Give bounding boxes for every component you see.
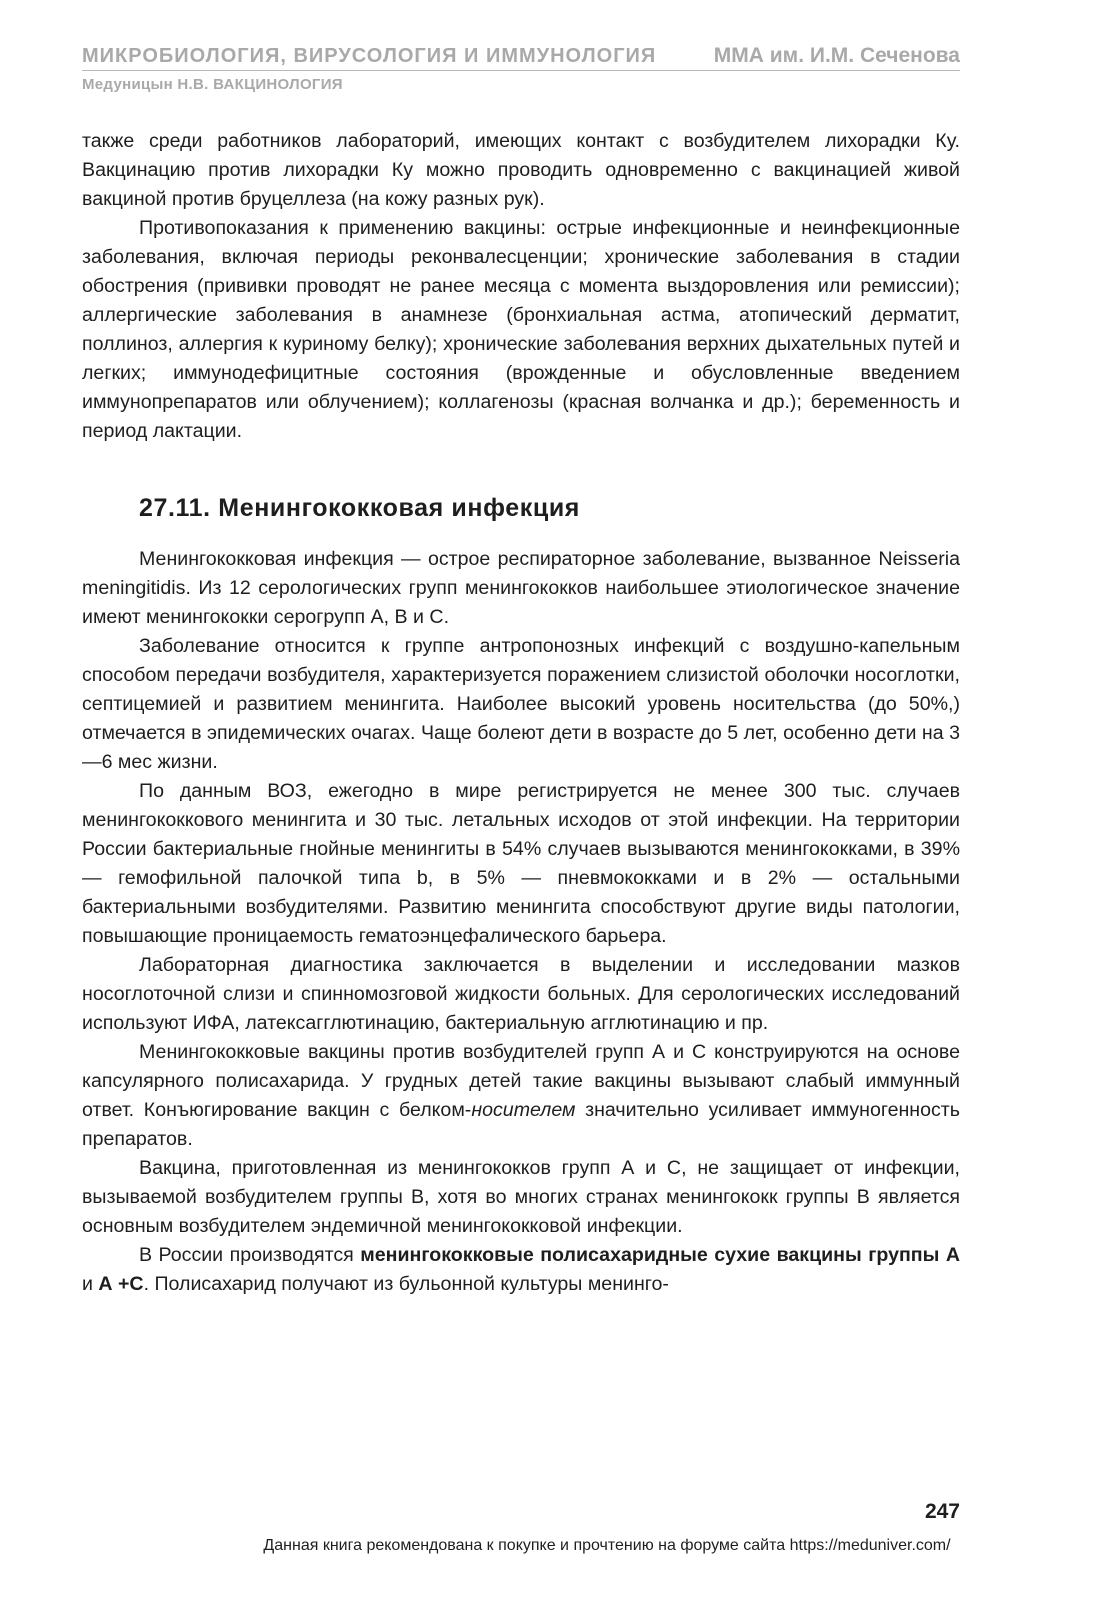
paragraph-diagnostics: Лабораторная диагностика заключается в выделении и исследовании мазков носоглоточной слизи и спинномозговой жидкости больных. Для серологических исследований используют ИФА, латексагглютинацию, бактериальную агглютинацию и пр. <box>82 954 960 1034</box>
text-segment: В России производятся <box>139 1244 361 1266</box>
paragraph-statistics: По данным ВОЗ, ежегодно в мире регистрируется не менее 300 тыс. случаев менингококкового менингита и 30 тыс. летальных исходов от этой инфекции. На территории России бактериальные гнойные менингиты в 54% случаев вызываются менингококками, в 39% — гемофильной палочкой типа b, в 5% — пневмококками и в 2% — остальными бактериальными возбудителями. Развитию менингита способствуют другие виды патологии, повышающие проницаемость гематоэнцефалического барьера. <box>82 780 960 947</box>
paragraph-continued: также среди работников лабораторий, имеющих контакт с возбудителем лихорадки Ку. Вакцинацию против лихорадки Ку можно проводить одновременно с вакцинацией живой вакциной против бруцеллеза (на кожу разных рук). <box>82 130 960 210</box>
paragraph-contraindications: Противопоказания к применению вакцины: острые инфекционные и неинфекционные заболевания, включая периоды реконвалесценции; хронические заболевания в стадии обострения (прививки проводят не ранее месяца с момента выздоровления или ремиссии); аллергические заболевания в анамнезе (бронхиальная астма, атопический дерматит, поллиноз, аллергия к куриному белку); хронические заболевания верхних дыхательных путей и легких; иммунодефицитные состояния (врожденные и обусловленные введением иммунопрепаратов или облучением); коллагенозы (красная волчанка и др.); беременность и период лактации. <box>82 217 960 442</box>
page-body <box>82 127 960 1299</box>
page-number: 247 <box>924 1500 960 1523</box>
bold-term: А +С <box>98 1273 144 1295</box>
running-head <box>82 44 960 93</box>
footer-note: Данная книга рекомендована к покупке и прочтению на форуме сайта https://meduniver.com/ <box>263 1537 951 1554</box>
paragraph-conjugate-vaccines <box>82 1038 960 1154</box>
subject-title: МИКРОБИОЛОГИЯ, ВИРУСОЛОГИЯ И ИММУНОЛОГИЯ <box>82 45 657 67</box>
paragraph-group-b: Вакцина, приготовленная из менингококков групп А и С, не защищает от инфекции, вызываемой возбудителем группы В, хотя во многих странах менингококк группы В является основным возбудителем эндемичной менингококковой инфекции. <box>82 1157 960 1237</box>
institution-title: ММА им. И.М. Сеченова <box>713 44 960 67</box>
text-segment: Менингококковые вакцины против возбудителей групп А и С конструируются на основе капсулярного полисахарида. У грудных детей такие вакцины вызывают слабый иммунный ответ. Конъюгирование вакцин с белком- <box>82 1041 960 1121</box>
paragraph-russia-vaccines <box>82 1241 960 1299</box>
section-heading: 27.11. Менингококковая инфекция <box>139 494 580 522</box>
bold-term: менингококковые полисахаридные сухие вакцины группы А <box>360 1244 960 1266</box>
running-head-top-line <box>82 44 960 71</box>
text-segment: и <box>82 1273 99 1295</box>
paragraph-definition: Менингококковая инфекция — острое респираторное заболевание, вызванное Neisseria meningitidis. Из 12 серологических групп менингококков наибольшее этиологическое значение имеют менингококки серогрупп А, В и С. <box>82 548 960 628</box>
text-segment: . Полисахарид получают из бульонной культуры менинго- <box>143 1273 669 1295</box>
text-segment: значительно усиливает иммуногенность препаратов. <box>82 1099 960 1150</box>
book-title: Медуницын Н.В. ВАКЦИНОЛОГИЯ <box>82 76 343 93</box>
paragraph-epidemiology: Заболевание относится к группе антропонозных инфекций с воздушно-капельным способом передачи возбудителя, характеризуется поражением слизистой оболочки носоглотки, септицемией и развитием менингита. Наиболее высокий уровень носительства (до 50%,) отмечается в эпидемических очагах. Чаще болеют дети в возрасте до 5 лет, особенно дети на 3—6 мес жизни. <box>82 635 960 773</box>
italic-term: носителем <box>471 1099 576 1121</box>
